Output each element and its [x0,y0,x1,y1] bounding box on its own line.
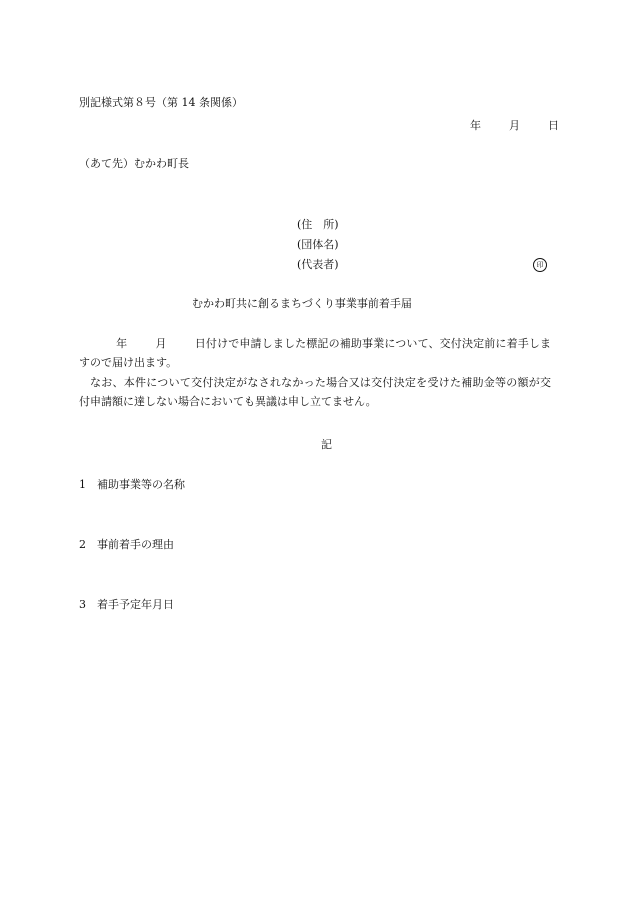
item-label: 補助事業等の名称 [97,478,185,491]
body-paragraph-2: なお、本件について交付決定がなされなかった場合又は交付決定を受けた補助金等の額が交付申請額に達しない場合においても異議は申し立てません。 [79,376,551,408]
addressee: （あて先）むかわ町長 [79,157,189,170]
date-line [470,119,559,133]
applicant-org-label: (団体名) [297,238,339,251]
item-number: 3 [79,598,86,611]
ki-heading: 記 [321,438,332,451]
item-number: 2 [79,538,86,551]
body-paragraph-1 [79,334,551,372]
applicant-address-label: (住 所) [297,218,339,231]
para1-year-label: 年 [116,337,128,350]
list-item [79,598,174,612]
para1-text: 日付けで申請しました標記の補助事業について、交付決定前に着手しますので届け出ます。 [79,337,552,369]
list-item [79,478,185,492]
date-day-label: 日 [548,119,559,132]
para1-month-label: 月 [155,337,167,350]
list-item [79,538,174,552]
date-year-label: 年 [470,119,481,132]
date-month-label: 月 [509,119,520,132]
item-number: 1 [79,478,86,491]
seal-mark: 印 [533,258,547,272]
form-number: 別記様式第８号（第 14 条関係） [79,96,243,109]
applicant-rep-label: (代表者) [297,258,339,271]
document-title: むかわ町共に創るまちづくり事業事前着手届 [192,297,412,310]
item-label: 着手予定年月日 [97,598,174,611]
item-label: 事前着手の理由 [97,538,174,551]
